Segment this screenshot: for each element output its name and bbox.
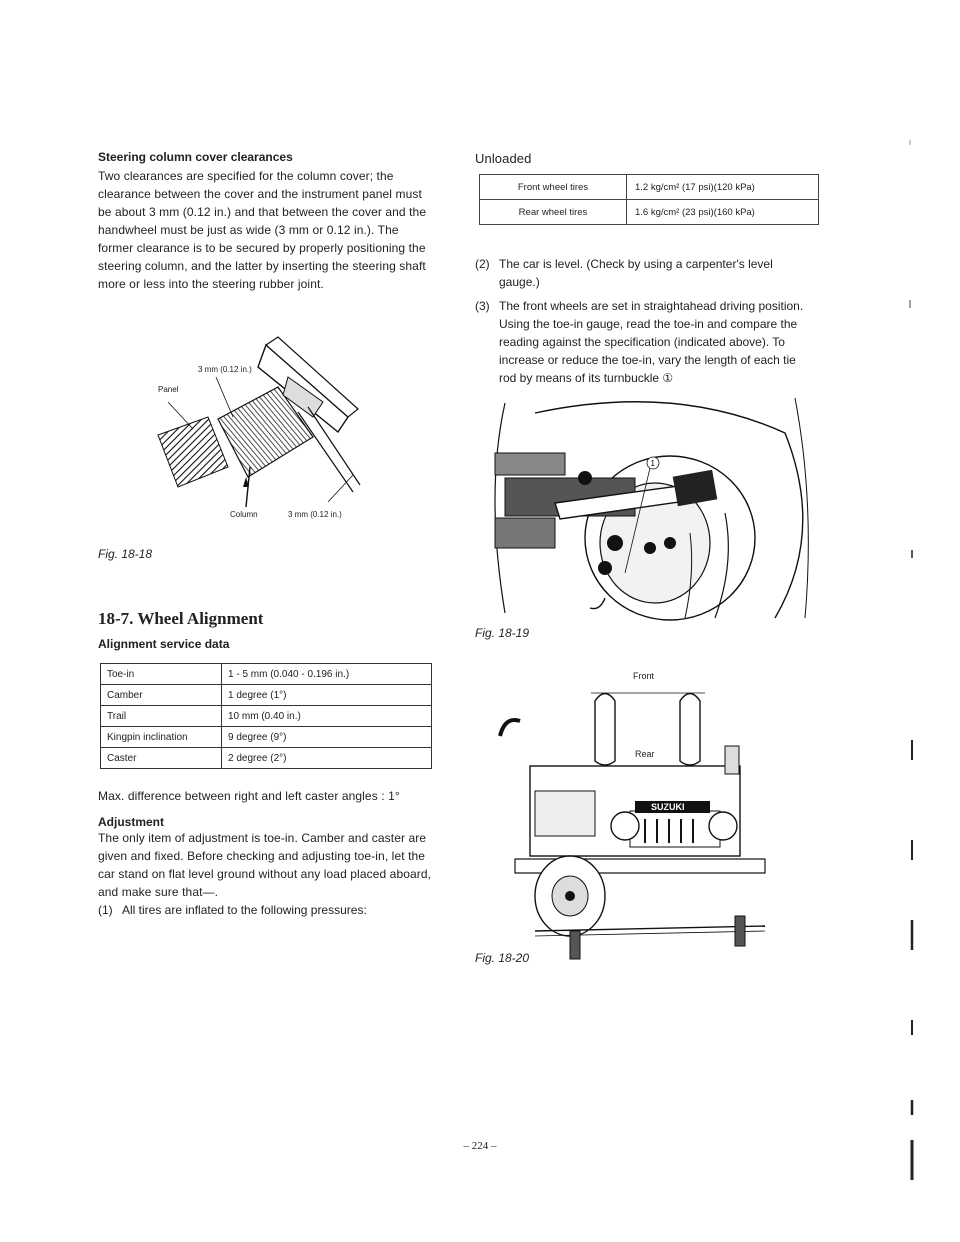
spec-value: 2 degree (2°) xyxy=(222,748,432,769)
fig-18-18-caption: Fig. 18-18 xyxy=(98,547,153,561)
table-row xyxy=(101,727,432,748)
spec-key: Trail xyxy=(101,706,222,727)
item-number: (2) xyxy=(475,257,490,271)
tire-value: 1.6 kg/cm² (23 psi)(160 kPa) xyxy=(627,200,819,225)
item-number: (3) xyxy=(475,299,490,313)
fig1-label-bottom: 3 mm (0.12 in.) xyxy=(288,510,342,519)
fig-18-20-caption: Fig. 18-20 xyxy=(475,951,530,965)
fig3-label-front: Front xyxy=(633,671,655,681)
figure-18-18 xyxy=(98,317,438,567)
tire-value: 1.2 kg/cm² (17 psi)(120 kPa) xyxy=(627,175,819,200)
item-text: The car is level. (Check by using a carpenter's level gauge.) xyxy=(499,257,773,289)
left-column xyxy=(98,150,438,925)
tire-key: Front wheel tires xyxy=(480,175,627,200)
fig3-label-rear: Rear xyxy=(635,749,655,759)
unloaded-label: Unloaded xyxy=(475,151,532,166)
steering-paragraph: Two clearances are specified for the column cover; the clearance between the cover and the instrument panel must be about 3 mm (0.12 in.) and that between the cover and the handwheel must be just as wide (3 mm or 0.12 in.). The former clearance is to be secured by properly positioning the steering column, and the latter by inserting the steering shaft more or less into the steering rubber joint. xyxy=(98,169,427,291)
adjustment-paragraph: The only item of adjustment is toe-in. Camber and caster are given and fixed. Before checking and adjusting toe-in, let the car stand on flat level ground without any load placed aboard, and make sure that—. xyxy=(98,831,432,899)
fig-18-19-caption: Fig. 18-19 xyxy=(475,626,530,640)
figure-18-19 xyxy=(475,393,815,643)
list-item-2 xyxy=(475,255,815,291)
list-item-1 xyxy=(98,901,438,919)
steering-column-diagram xyxy=(98,317,438,537)
adjustment-heading: Adjustment xyxy=(98,815,164,829)
alignment-heading: Alignment service data xyxy=(98,637,230,651)
item-subtext: Using the toe-in gauge, read the toe-in and compare the reading against the specification (indicated above). To increase or reduce the toe-in, vary the length of each tie rod by means of its turnbuckle ① xyxy=(499,317,798,385)
binding-edge-marks xyxy=(900,100,940,1200)
item-text: All tires are inflated to the following pressures: xyxy=(122,903,367,917)
spec-key: Caster xyxy=(101,748,222,769)
max-difference-text: Max. difference between right and left caster angles : 1° xyxy=(98,789,400,803)
figure-18-20 xyxy=(475,651,815,981)
fig1-label-top: 3 mm (0.12 in.) xyxy=(198,365,252,374)
spec-value: 1 - 5 mm (0.040 - 0.196 in.) xyxy=(222,664,432,685)
section-title: 18-7. Wheel Alignment xyxy=(98,609,264,628)
spec-value: 10 mm (0.40 in.) xyxy=(222,706,432,727)
fig1-label-column: Column xyxy=(230,510,258,519)
table-row xyxy=(101,685,432,706)
spec-value: 9 degree (9°) xyxy=(222,727,432,748)
item-text: The front wheels are set in straightahead driving position. xyxy=(499,299,804,313)
item-number: (1) xyxy=(98,903,113,917)
page-number: – 224 – xyxy=(463,1140,497,1152)
toe-in-turnbuckle-diagram xyxy=(475,393,815,623)
tire-pressure-table xyxy=(479,174,819,225)
table-row xyxy=(480,200,819,225)
table-row xyxy=(101,664,432,685)
spec-key: Kingpin inclination xyxy=(101,727,222,748)
alignment-spec-table xyxy=(100,663,432,769)
svg-text:1: 1 xyxy=(650,459,655,468)
alignment-conditions-list xyxy=(475,255,815,387)
table-row xyxy=(101,748,432,769)
spec-value: 1 degree (1°) xyxy=(222,685,432,706)
tire-key: Rear wheel tires xyxy=(480,200,627,225)
svg-text:SUZUKI: SUZUKI xyxy=(651,802,685,812)
right-column xyxy=(475,150,825,981)
list-item-3 xyxy=(475,297,815,387)
spec-key: Camber xyxy=(101,685,222,706)
steering-heading: Steering column cover clearances xyxy=(98,150,293,164)
front-rear-jeep-diagram xyxy=(475,651,815,961)
fig1-label-panel: Panel xyxy=(158,385,179,394)
spec-key: Toe-in xyxy=(101,664,222,685)
table-row xyxy=(101,706,432,727)
table-row xyxy=(480,175,819,200)
